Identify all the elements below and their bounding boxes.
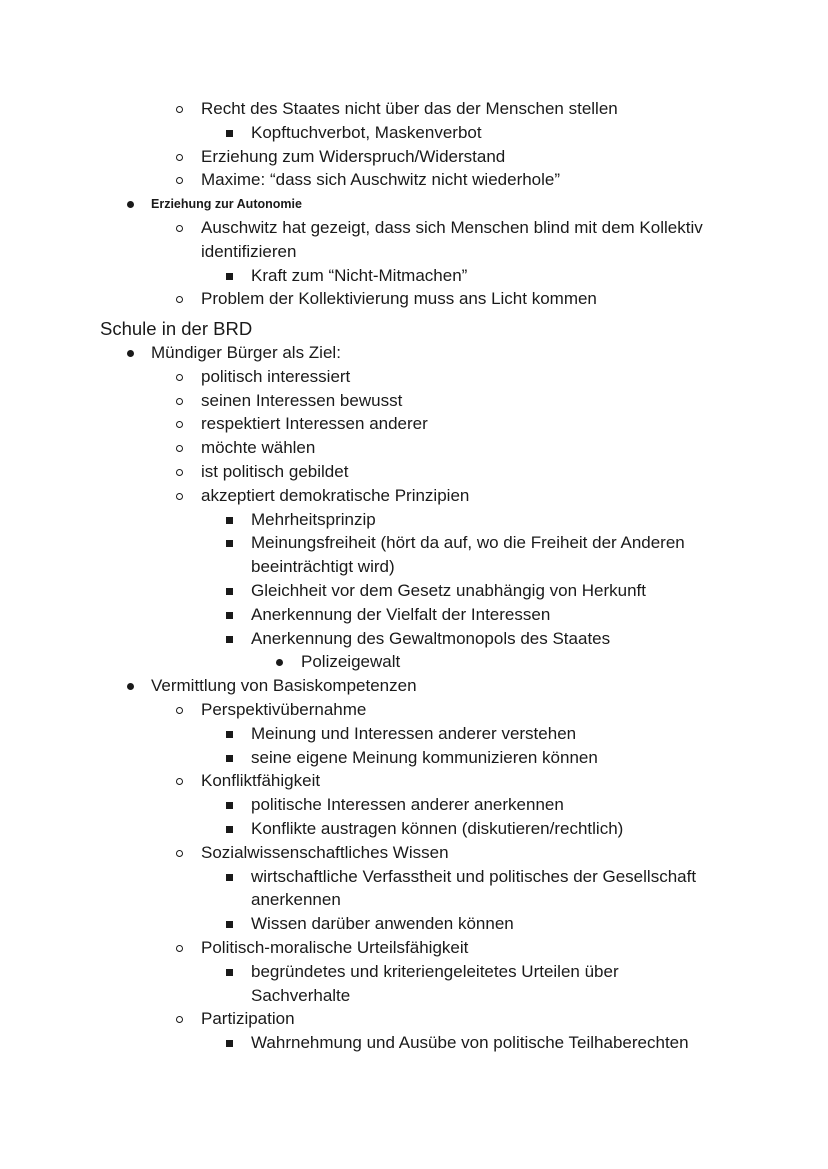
list-item [301, 650, 400, 674]
bullet-square-icon [226, 540, 233, 547]
list-item [201, 769, 320, 793]
list-item-text: Maxime: “dass sich Auschwitz nicht wiederhole” [201, 170, 561, 190]
list-item-text: Perspektivübernahme [201, 700, 367, 719]
bullet-circle-icon [176, 445, 183, 452]
list-item-text: Vermittlung von Basiskompetenzen [151, 676, 417, 696]
list-item [201, 97, 618, 121]
list-item [201, 168, 560, 192]
list-item-text: Politisch-moralische Urteilsfähigkeit [201, 938, 469, 957]
bullet-disc-icon [127, 683, 134, 690]
list-item-text: beeinträchtigt wird) [251, 557, 395, 577]
bullet-disc-icon [127, 201, 134, 208]
list-item-text: Kraft zum “Nicht-Mitmachen” [251, 265, 468, 285]
bullet-circle-icon [176, 398, 183, 405]
bullet-square-icon [226, 273, 233, 280]
list-item [251, 793, 564, 817]
bullet-square-icon [226, 802, 233, 809]
bullet-disc-icon [276, 659, 283, 666]
list-item-text: Problem der Kollektivierung muss ans Licht kommen [201, 289, 597, 309]
bullet-circle-icon [176, 296, 183, 303]
list-item-text: Sachverhalte [251, 985, 351, 1005]
list-item-text: Erziehung zur Autonomie [151, 197, 302, 212]
list-item-text: Meinungsfreiheit (hört da auf, wo die Freiheit der Anderen [251, 533, 685, 553]
list-item [201, 216, 703, 240]
bullet-square-icon [226, 826, 233, 833]
bullet-circle-icon [176, 945, 183, 952]
list-item-text: seinen Interessen bewusst [201, 390, 403, 410]
bullet-circle-icon [176, 469, 183, 476]
bullet-square-icon [226, 969, 233, 976]
list-item [251, 121, 482, 145]
list-item [151, 341, 341, 365]
list-item [251, 579, 646, 603]
list-item-text: Mündiger Bürger als Ziel: [151, 343, 341, 362]
list-item [251, 960, 619, 984]
list-item [201, 1007, 295, 1031]
list-item [201, 936, 468, 960]
bullet-square-icon [226, 731, 233, 738]
bullet-circle-icon [176, 778, 183, 785]
list-item-text: Partizipation [201, 1009, 295, 1029]
list-item [201, 365, 350, 389]
bullet-circle-icon [176, 850, 183, 857]
list-item [251, 627, 610, 651]
list-item-text: identifizieren [201, 241, 297, 261]
list-item [251, 817, 623, 841]
list-item [251, 603, 550, 627]
bullet-circle-icon [176, 493, 183, 500]
list-item-text: seine eigene Meinung kommunizieren können [251, 747, 598, 767]
list-item-text: Kopftuchverbot, Maskenverbot [251, 122, 482, 142]
list-item [201, 412, 428, 436]
list-item [251, 865, 696, 889]
bullet-square-icon [226, 588, 233, 595]
list-item-text: Recht des Staates nicht über das der Menschen stellen [201, 99, 618, 118]
bullet-circle-icon [176, 374, 183, 381]
list-item-text: Sozialwissenschaftliches Wissen [201, 842, 449, 862]
list-item-text: Meinung und Interessen anderer verstehen [251, 723, 577, 743]
list-item-text: akzeptiert demokratische Prinzipien [201, 485, 470, 505]
bullet-square-icon [226, 755, 233, 762]
list-item [201, 389, 402, 413]
list-item [151, 674, 417, 698]
list-item [201, 460, 348, 484]
bullet-square-icon [226, 921, 233, 928]
bullet-circle-icon [176, 106, 183, 113]
list-item [151, 192, 302, 216]
list-item-text: Wahrnehmung und Ausübe von politische Teilhaberechten [251, 1033, 689, 1053]
list-item-text: politische Interessen anderer anerkennen [251, 795, 564, 815]
bullet-circle-icon [176, 177, 183, 184]
bullet-circle-icon [176, 421, 183, 428]
list-item [201, 698, 366, 722]
bullet-square-icon [226, 130, 233, 137]
list-item [251, 912, 514, 936]
list-item-text: Gleichheit vor dem Gesetz unabhängig von Herkunft [251, 581, 647, 600]
list-item [201, 484, 469, 508]
bullet-square-icon [226, 874, 233, 881]
list-item-text: ist politisch gebildet [201, 462, 349, 481]
list-item [201, 145, 505, 169]
section-heading: Schule in der BRD [100, 318, 253, 339]
list-item-text: Polizeigewalt [301, 652, 401, 672]
list-item-text: Konfliktfähigkeit [201, 771, 321, 791]
list-item-text: Auschwitz hat gezeigt, dass sich Menschen blind mit dem Kollektiv [201, 218, 703, 237]
list-item-text: Konflikte austragen können (diskutieren/rechtlich) [251, 819, 624, 838]
list-item [251, 984, 350, 1008]
bullet-square-icon [226, 612, 233, 619]
list-item-text: begründetes und kriteriengeleitetes Urteilen über [251, 961, 619, 981]
list-item-text: möchte wählen [201, 438, 316, 458]
bullet-square-icon [226, 636, 233, 643]
list-item-text: respektiert Interessen anderer [201, 414, 428, 434]
list-item [251, 746, 598, 770]
list-item [251, 722, 576, 746]
bullet-circle-icon [176, 154, 183, 161]
list-item-text: Anerkennung des Gewaltmonopols des Staates [251, 628, 611, 648]
list-item [251, 508, 376, 532]
bullet-square-icon [226, 517, 233, 524]
list-item-text: Anerkennung der Vielfalt der Interessen [251, 604, 551, 624]
list-item-text: wirtschaftliche Verfasstheit und politisches der Gesellschaft [251, 866, 697, 886]
list-item-text: Mehrheitsprinzip [251, 509, 376, 529]
bullet-circle-icon [176, 225, 183, 232]
list-item-text: Erziehung zum Widerspruch/Widerstand [201, 146, 506, 166]
list-item-text: anerkennen [251, 890, 341, 910]
list-item-text: politisch interessiert [201, 366, 351, 386]
list-item [251, 531, 685, 555]
list-item [251, 888, 341, 912]
list-item [251, 555, 395, 579]
bullet-square-icon [226, 1040, 233, 1047]
bullet-circle-icon [176, 1016, 183, 1023]
list-item [201, 240, 296, 264]
bullet-circle-icon [176, 707, 183, 714]
list-item [251, 264, 467, 288]
list-item [201, 841, 449, 865]
list-item [201, 436, 315, 460]
list-item [201, 287, 597, 311]
bullet-disc-icon [127, 350, 134, 357]
list-item-text: Wissen darüber anwenden können [251, 914, 514, 934]
list-item [251, 1031, 689, 1055]
